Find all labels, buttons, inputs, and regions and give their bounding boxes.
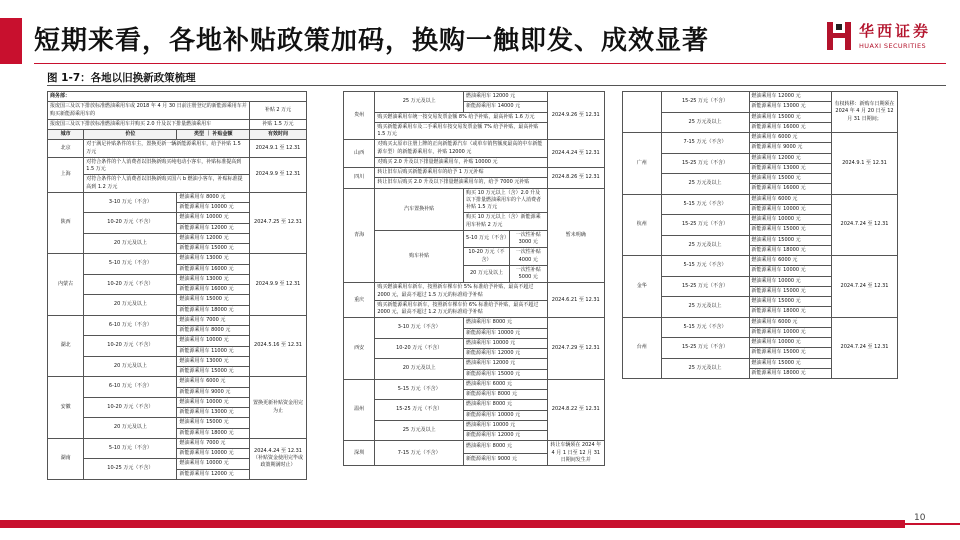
table-row	[344, 441, 605, 453]
subsidy-type: 燃油乘用车 6000 元	[749, 133, 832, 143]
city-cell: 北京	[48, 140, 84, 158]
table-row	[344, 168, 605, 178]
city-cell: 温州	[344, 379, 375, 441]
subsidy-type: 新能源乘用车 9000 元	[464, 453, 548, 465]
price-range: 15-25 万元（不含）	[661, 153, 749, 174]
subsidy-type: 新能源乘用车 15000 元	[177, 244, 250, 254]
city-cell: 杭州	[623, 194, 662, 256]
subsidy-type: 新能源乘用车 10000 元	[464, 410, 548, 420]
subsidy-category: 购车补贴	[375, 230, 464, 283]
subsidy-type: 燃油乘用车 12000 元	[749, 153, 832, 163]
price-range: 25 万元及以上	[375, 420, 464, 441]
subsidy-type: 新能源乘用车 10000 元	[749, 327, 832, 337]
price-range: 25 万元及以上	[375, 92, 464, 113]
subsidy-type: 新能源乘用车 16000 元	[177, 285, 250, 295]
city-cell: 广州	[623, 133, 662, 195]
subsidy-type: 新能源乘用车 8000 元	[177, 326, 250, 336]
subsidy-type: 燃油乘用车 7000 元	[177, 315, 250, 325]
subsidy-type: 一次性补贴 3000 元	[509, 231, 546, 248]
city-cell: 西安	[344, 318, 375, 380]
valid-period: 2024.7.24 至 12.31	[832, 317, 898, 379]
subsidy-type: 燃油乘用车 15000 元	[749, 297, 832, 307]
policy-text: 购买 10 万元以上（含）新能源乘用车补贴 2 万元	[464, 213, 548, 231]
price-range: 10-20 万元（不含）	[468, 249, 505, 263]
price-range: 20 万元及以上	[84, 418, 177, 439]
subsidy-amount: 补贴 2 万元	[250, 102, 307, 120]
company-logo	[825, 20, 950, 56]
table-row	[623, 256, 898, 266]
valid-period: 有权转移：新购车日期须在 2024 年 4 月 20 日至 12 月 31 日期间；	[832, 92, 898, 133]
subsidy-type: 新能源乘用车 9000 元	[177, 387, 250, 397]
subsidy-type: 燃油乘用车 15000 元	[749, 358, 832, 368]
policy-text: 对购买 2.0 升及以下排量燃油乘用车，补贴 10000 元	[375, 157, 547, 167]
price-range: 5-15 万元（不含）	[661, 256, 749, 277]
subsidy-type: 新能源乘用车 10000 元	[749, 204, 832, 214]
page-title: 短期来看，各地补贴政策加码，换购一触即发、成效显著	[34, 26, 710, 56]
figure-caption: 图 1-7：各地以旧换新政策梳理	[47, 72, 196, 84]
title-accent-bar	[0, 18, 22, 64]
city-cell: 陕西	[48, 192, 84, 254]
subsidy-type: 新能源乘用车 15000 元	[464, 369, 548, 379]
subsidy-type: 燃油乘用车 8000 元	[464, 441, 548, 453]
subsidy-type: 新能源乘用车 18000 元	[177, 428, 250, 438]
subsidy-type: 新能源乘用车 18000 元	[749, 245, 832, 255]
price-range: 15-25 万元（不含）	[661, 338, 749, 359]
valid-period: 2024.8.22 至 12.31	[547, 379, 604, 441]
table-row	[623, 317, 898, 327]
city-cell: 安徽	[48, 377, 84, 439]
subsidy-type: 燃油乘用车 12000 元	[749, 92, 832, 102]
subsidy-type: 燃油乘用车 10000 元	[177, 397, 250, 407]
table-row	[344, 92, 605, 102]
price-range: 15-25 万元（不含）	[661, 276, 749, 297]
subsidy-type: 新能源乘用车 12000 元	[177, 223, 250, 233]
subsidy-type: 新能源乘用车 10000 元	[177, 203, 250, 213]
price-range: 20 万元及以上	[470, 270, 503, 277]
subsidy-type: 燃油乘用车 6000 元	[749, 194, 832, 204]
policy-text: 对符合条件的个人消费者以旧换新购买纯电动小客车，补贴标准提高到 1.5 万元	[84, 157, 250, 175]
subsidy-type: 新能源乘用车 13000 元	[177, 408, 250, 418]
policy-text: 对符合条件的个人消费者以旧换新购买国六 b 燃油小客车，补贴标准提高到 1.2 万元	[84, 175, 250, 193]
price-range: 25 万元及以上	[661, 235, 749, 256]
subsidy-type: 新能源乘用车 12000 元	[177, 469, 250, 479]
policy-table-left	[47, 91, 307, 480]
huaxi-logo-icon	[825, 20, 853, 52]
logo-en-text: HUAXI SECURITIES	[859, 42, 927, 50]
table-row	[48, 438, 307, 448]
price-range: 5-10 万元（不含）	[84, 254, 177, 275]
subsidy-type: 新能源乘用车 9000 元	[749, 143, 832, 153]
subsidy-type: 新能源乘用车 18000 元	[749, 307, 832, 317]
subsidy-type: 新能源乘用车 8000 元	[464, 390, 548, 400]
city-cell: 内蒙古	[48, 254, 84, 316]
city-cell: 金华	[623, 256, 662, 318]
subsidy-type: 新能源乘用车 12000 元	[464, 349, 548, 359]
price-pair	[464, 248, 548, 266]
table-row	[48, 254, 307, 264]
policy-text: 对购买太原市注册上牌的正向新能源汽车（或单车销售额度最高的中车新能源车型）的新能源乘用车，补贴 12000 元	[375, 140, 547, 158]
subsidy-type: 燃油乘用车 7000 元	[177, 438, 250, 448]
subsidy-type: 燃油乘用车 12000 元	[464, 359, 548, 369]
policy-text: 购买燃油乘用车统一按交易发票金额 8% 给予补贴，最高补贴 1.6 万元	[375, 112, 547, 122]
subsidy-type: 燃油乘用车 13000 元	[177, 254, 250, 264]
subsidy-type: 燃油乘用车 10000 元	[177, 336, 250, 346]
subsidy-type: 新能源乘用车 11000 元	[177, 346, 250, 356]
subsidy-type: 新能源乘用车 15000 元	[749, 348, 832, 358]
price-range: 15-25 万元（不含）	[375, 400, 464, 421]
price-range: 5-15 万元（不含）	[661, 194, 749, 215]
price-range: 25 万元及以上	[661, 358, 749, 379]
price-range: 20 万元及以上	[84, 295, 177, 316]
nested-table	[464, 231, 547, 248]
table-row	[48, 119, 307, 129]
subsidy-type: 燃油乘用车 8000 元	[464, 318, 548, 328]
subsidy-category: 汽车置换补贴	[375, 188, 464, 230]
column-header: 类型 ｜ 补贴金额	[177, 130, 250, 140]
subsidy-type: 燃油乘用车 10000 元	[464, 338, 548, 348]
subsidy-type: 新能源乘用车 10000 元	[177, 449, 250, 459]
valid-period: 2024.7.29 至 12.31	[547, 318, 604, 380]
price-range: 15-25 万元（不含）	[661, 215, 749, 236]
policy-text: 转让旧车后购买 2.0 升及以下排量燃油乘用车的，给予 7000 元补贴	[375, 178, 547, 188]
price-pair	[464, 265, 548, 283]
table-row	[344, 140, 605, 158]
price-range: 10-20 万元（不含）	[84, 274, 177, 295]
price-range: 25 万元及以上	[661, 174, 749, 195]
policy-text: 购买新能源乘用车及二手乘用车按交易发票金额 7% 给予补贴，最高补贴 1.5 万元	[375, 122, 547, 140]
price-range: 5-15 万元（不含）	[661, 317, 749, 338]
price-range: 3-10 万元（不含）	[375, 318, 464, 339]
table-row	[48, 315, 307, 325]
price-range: 10-25 万元（不含）	[84, 459, 177, 480]
valid-period: 2024.9.9 至 12.31	[250, 157, 307, 192]
city-cell: 山西	[344, 140, 375, 168]
table-row	[48, 102, 307, 120]
price-range: 25 万元及以上	[661, 297, 749, 318]
footer-bar-thin	[905, 523, 960, 525]
subsidy-type: 燃油乘用车 12000 元	[177, 233, 250, 243]
valid-period: 2024.4.24 至 12.31	[547, 140, 604, 168]
subsidy-type: 新能源乘用车 14000 元	[464, 102, 548, 112]
nested-table	[464, 266, 547, 283]
subsidy-type: 燃油乘用车 15000 元	[749, 235, 832, 245]
table-row	[464, 248, 547, 265]
subsidy-type: 燃油乘用车 13000 元	[177, 274, 250, 284]
valid-period: 2024.7.24 至 12.31	[832, 256, 898, 318]
caption-divider	[47, 85, 946, 86]
policy-text: 对于满足补贴条件的车主，置换更新一辆新能源乘用车，给予补贴 1.5 万元	[84, 140, 250, 158]
policy-text: 购买新能源乘用车新车，按照新车裸车价 6% 标准给予补贴，最高不超过 2000 元，最高不超过 1.2 万元的标准给予补贴	[375, 300, 547, 318]
price-range: 10-20 万元（不含）	[375, 338, 464, 359]
subsidy-type: 新能源乘用车 16000 元	[177, 264, 250, 274]
subsidy-type: 新能源乘用车 10000 元	[464, 328, 548, 338]
policy-text: 报废国三及以下排放标准燃油乘用车并购买 2.0 升及以下排量燃油乘用车	[48, 119, 250, 129]
table-row	[344, 379, 605, 389]
subsidy-type: 新能源乘用车 18000 元	[749, 368, 832, 378]
price-range: 7-15 万元（不含）	[375, 441, 464, 466]
policy-text: 报废国三及以下排放标准燃油乘用车或 2018 年 4 月 30 日前注册登记的新能源乘用车并购买新能源乘用车的	[48, 102, 250, 120]
column-header: 有效时间	[250, 130, 307, 140]
valid-period: 2024.4.24 至 12.31（补贴资金使用完毕或政策期满时止）	[250, 438, 307, 479]
column-header: 城市	[48, 130, 84, 140]
table-row	[623, 92, 898, 102]
subsidy-type: 新能源乘用车 13000 元	[749, 163, 832, 173]
policy-text: 购买 10 万元以上（含）2.0 升及以下排量燃油乘用车的个人消费者补贴 1.5 万元	[464, 188, 548, 213]
price-range: 10-20 万元（不含）	[84, 397, 177, 418]
logo-cn-text: 华西证券	[859, 22, 932, 40]
subsidy-type: 燃油乘用车 15000 元	[749, 112, 832, 122]
subsidy-type: 燃油乘用车 10000 元	[749, 215, 832, 225]
footer-bar	[0, 520, 905, 528]
city-cell: 重庆	[344, 283, 375, 318]
subsidy-type: 燃油乘用车 10000 元	[177, 213, 250, 223]
column-header: 价位	[84, 130, 177, 140]
nested-table	[464, 248, 547, 265]
subsidy-type: 燃油乘用车 6000 元	[749, 256, 832, 266]
subsidy-type: 燃油乘用车 10000 元	[177, 459, 250, 469]
price-range: 10-20 万元（不含）	[84, 213, 177, 234]
valid-period: 暂未明确	[547, 188, 604, 283]
table-row	[48, 377, 307, 387]
table-row	[623, 194, 898, 204]
subsidy-type: 燃油乘用车 10000 元	[464, 420, 548, 430]
price-range: 5-15 万元（不含）	[375, 379, 464, 400]
table-row	[344, 318, 605, 328]
subsidy-type: 一次性补贴 5000 元	[509, 266, 546, 283]
city-cell: 湖南	[48, 438, 84, 479]
subsidy-type: 一次性补贴 4000 元	[509, 248, 546, 265]
page-number: 10	[914, 513, 926, 523]
city-cell: 四川	[344, 168, 375, 189]
header-divider	[34, 63, 946, 64]
valid-period: 2024.5.16 至 12.31	[250, 315, 307, 377]
table-row	[48, 157, 307, 175]
table-row	[48, 140, 307, 158]
valid-period: 2024.6.21 至 12.31	[547, 283, 604, 318]
subsidy-type: 燃油乘用车 12000 元	[464, 92, 548, 102]
subsidy-type: 燃油乘用车 6000 元	[749, 317, 832, 327]
policy-table-right	[622, 91, 898, 379]
table-row	[48, 92, 307, 102]
price-range: 5-10 万元（不含）	[466, 235, 509, 242]
valid-period: 2024.7.24 至 12.31	[832, 194, 898, 256]
subsidy-amount: 补贴 1.5 万元	[250, 119, 307, 129]
valid-period: 2024.8.26 至 12.31	[547, 168, 604, 189]
subsidy-type: 燃油乘用车 15000 元	[177, 418, 250, 428]
subsidy-type: 新能源乘用车 16000 元	[749, 122, 832, 132]
price-range: 15-25 万元（不含）	[661, 92, 749, 113]
subsidy-type: 新能源乘用车 16000 元	[749, 184, 832, 194]
price-range: 6-10 万元（不含）	[84, 377, 177, 398]
valid-period: 置换更新补贴资金用完为止	[250, 377, 307, 439]
price-range: 5-10 万元（不含）	[84, 438, 177, 459]
subsidy-type: 燃油乘用车 13000 元	[177, 356, 250, 366]
valid-period: 2024.9.1 至 12.31	[250, 140, 307, 158]
subsidy-type: 新能源乘用车 12000 元	[464, 431, 548, 441]
subsidy-type: 燃油乘用车 8000 元	[177, 192, 250, 202]
subsidy-type: 燃油乘用车 15000 元	[177, 295, 250, 305]
city-cell: 深圳	[344, 441, 375, 466]
city-cell: 上海	[48, 157, 84, 192]
section-heading: 商务部：	[48, 92, 307, 102]
subsidy-type: 燃油乘用车 8000 元	[464, 400, 548, 410]
valid-period: 2024.9.9 至 12.31	[250, 254, 307, 316]
price-range: 6-10 万元（不含）	[84, 315, 177, 336]
valid-period: 2024.9.26 至 12.31	[547, 92, 604, 140]
price-range: 3-10 万元（不含）	[84, 192, 177, 213]
subsidy-type: 新能源乘用车 15000 元	[749, 225, 832, 235]
table-row	[344, 188, 605, 213]
city-cell: 湖北	[48, 315, 84, 377]
city-cell: 贵州	[344, 92, 375, 140]
subsidy-type: 燃油乘用车 10000 元	[749, 338, 832, 348]
table-row	[344, 283, 605, 301]
price-pair	[464, 230, 548, 248]
subsidy-type: 燃油乘用车 6000 元	[464, 379, 548, 389]
table-row	[48, 130, 307, 140]
price-range: 25 万元及以上	[661, 112, 749, 133]
valid-period: 2024.9.1 至 12.31	[832, 133, 898, 195]
subsidy-type: 燃油乘用车 10000 元	[749, 276, 832, 286]
table-row	[464, 231, 547, 248]
policy-table-middle	[343, 91, 605, 466]
city-cell	[623, 92, 662, 133]
price-range: 10-20 万元（不含）	[84, 336, 177, 357]
table-row	[48, 192, 307, 202]
table-row	[623, 133, 898, 143]
policy-text: 转让旧车后购买新能源乘用车的给予 1 万元补贴	[375, 168, 547, 178]
price-range: 20 万元及以上	[84, 356, 177, 377]
subsidy-type: 新能源乘用车 10000 元	[749, 266, 832, 276]
subsidy-type: 新能源乘用车 15000 元	[749, 286, 832, 296]
price-range: 20 万元及以上	[375, 359, 464, 380]
city-cell: 台州	[623, 317, 662, 379]
subsidy-type: 新能源乘用车 13000 元	[749, 102, 832, 112]
subsidy-type: 新能源乘用车 18000 元	[177, 305, 250, 315]
policy-text: 购买燃油乘用车新车，按照新车裸车价 5% 标准给予补贴，最高不超过 2000 元，最高不超过 1.5 万元的标准给予补贴	[375, 283, 547, 301]
subsidy-type: 新能源乘用车 15000 元	[177, 367, 250, 377]
price-range: 7-15 万元（不含）	[661, 133, 749, 154]
subsidy-type: 燃油乘用车 6000 元	[177, 377, 250, 387]
subsidy-type: 燃油乘用车 15000 元	[749, 174, 832, 184]
table-row	[464, 266, 547, 283]
valid-period: 2024.7.25 至 12.31	[250, 192, 307, 254]
price-range: 20 万元及以上	[84, 233, 177, 254]
valid-period: 转让车辆须在 2024 年 4 月 1 日至 12 月 31 日期间发生并	[547, 441, 604, 466]
city-cell: 青海	[344, 188, 375, 283]
